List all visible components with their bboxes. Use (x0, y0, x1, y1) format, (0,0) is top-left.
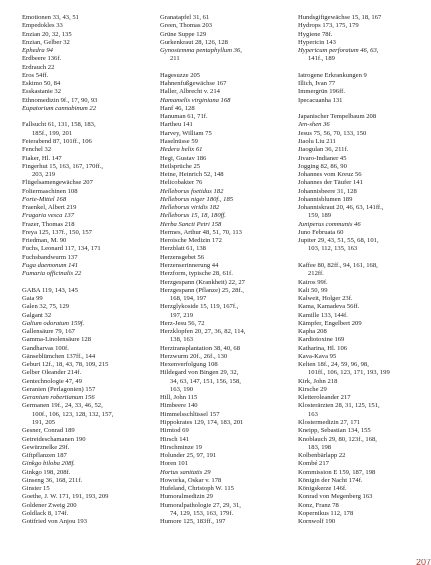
index-entry: Eros 54ff. (22, 71, 49, 79)
index-entry: Kommission E 159, 187, 198 (298, 468, 376, 476)
index-entry: Herzklopfen 20, 27, 36, 82, 114, (160, 328, 246, 336)
index-entry: Himmelsschlüssel 157 (160, 410, 220, 418)
index-entry: Königin der Nacht 174f. (298, 476, 363, 484)
index-entry: Hanf 46, 128 (160, 104, 195, 112)
index-entry: Haller, Albrecht v. 214 (160, 88, 220, 96)
index-entry: Hypericin 143 (298, 38, 336, 46)
index-entry: Hedera helix 61 (160, 146, 203, 154)
index-entry: Fuchs, Leonard 117, 134, 171 (22, 245, 101, 253)
index-entry-continuation: 34, 63, 147, 151, 156, 158, (170, 377, 241, 385)
index-entry: Galium odoratum 159f. (22, 319, 85, 327)
index-entry-continuation: 168, 194, 197 (170, 295, 207, 303)
index-entry: Fenchel 32 (22, 146, 52, 154)
index-entry: Gallensäure 79, 167 (22, 328, 75, 336)
index-entry-continuation: 159, 189 (308, 212, 332, 220)
index-entry: Ginster 15 (22, 485, 50, 493)
index-entry: Hexenverfolgung 108 (160, 361, 218, 369)
index-entry: Ipecacuanha 131 (298, 96, 343, 104)
index-entry: Kama, Kamadeva 56ff. (298, 303, 360, 311)
index-entry: Hermes, Arthur 48, 51, 70, 113 (160, 228, 242, 236)
index-entry: Enzian, Gelber 32 (22, 38, 70, 46)
index-entry-continuation: 191, 205 (32, 419, 56, 427)
index-entry: Gynostemma pentaphyllum 36, (160, 47, 242, 55)
index-entry: Hirschminze 19 (160, 443, 202, 451)
index-entry: Fuchsbandwurm 137 (22, 253, 78, 261)
index-entry: Jogging 82, 86, 90 (298, 162, 347, 170)
index-entry: Jen-shen 36 (298, 121, 330, 129)
index-entry: Herzblatt 61, 138 (160, 245, 206, 253)
index-entry: Kardiotoxine 169 (298, 336, 345, 344)
page-number: 207 (415, 559, 431, 565)
index-column-2 (160, 14, 284, 526)
index-entry: Helleborus niger 180f., 185 (160, 195, 234, 203)
index-entry: Horen 101 (160, 460, 189, 468)
index-entry: Ginseng 36, 168, 211f. (22, 476, 83, 484)
index-entry: Hirntod 69 (160, 427, 189, 435)
index-entry: Kirk, John 218 (298, 377, 338, 385)
index-entry: Eupatorium cannabinum 22 (22, 104, 96, 112)
index-entry: Fiaker, Hl. 147 (22, 154, 62, 162)
index-entry: Flügelsamengewächse 207 (22, 179, 93, 187)
index-entry: Forte-Mittel 168 (22, 195, 67, 203)
index-entry-continuation: 74, 129, 153, 163, 179f. (170, 509, 234, 517)
index-entry: Herzform, typische 28, 61f. (160, 270, 233, 278)
index-entry: Howorka, Oskar v. 178 (160, 476, 222, 484)
index-entry: Goethe, J. W. 171, 191, 193, 209 (22, 493, 109, 501)
index-entry: Hufeland, Christoph W. 115 (160, 485, 234, 493)
index-entry: Fuga daemonum 141 (22, 261, 79, 269)
index-entry: Königskerze 146f. (298, 485, 347, 493)
index-entry: Herba Sancti Petri 158 (160, 220, 222, 228)
index-entry: Geranien (Perlagonien) 157 (22, 385, 96, 393)
index-entry: Juno Februata 60 (298, 228, 344, 236)
index-entry: Granatapfel 31, 61 (160, 14, 210, 21)
index-entry: Hypericum perforatum 46, 63, (298, 47, 379, 55)
index-entry: Johanniskraut 20, 46, 63, 141ff., (298, 204, 384, 212)
index-entry: Ephedra 94 (22, 47, 53, 55)
index-entry: Freya 125, 137f., 150, 157 (22, 228, 92, 236)
index-entry: Hippokrates 129, 174, 183, 201 (160, 419, 244, 427)
index-entry: Kalweit, Holger 23f. (298, 295, 353, 303)
index-entry: Herzensgebet 56 (160, 253, 205, 261)
index-entry-continuation: 100f., 106, 123, 128, 132, 157, (32, 410, 114, 418)
index-entry: Friedman, M. 90 (22, 237, 67, 245)
index-entry: Emotionen 33, 43, 51 (22, 14, 79, 21)
index-entry: Germanen 19f., 24, 33, 46, 52, (22, 402, 103, 410)
index-entry: Eskimo 50, 84 (22, 80, 61, 88)
index-entry: Jivaro-Indianer 45 (298, 154, 347, 162)
index-entry: Heine, Heinrich 52, 148 (160, 171, 224, 179)
index-entry: Kairos 99f. (298, 278, 328, 286)
index-entry: Galgant 32 (22, 311, 52, 319)
index-entry: Galen 32, 75, 129 (22, 303, 70, 311)
index-entry: Ginkgo biloba 208f. (22, 460, 75, 468)
index-entry: Geranium robertianum 156 (22, 394, 95, 402)
index-section-gap (160, 64, 284, 72)
index-entry: Jiaogulan 36, 211f. (298, 146, 349, 154)
index-entry: Kaffee 80, 82ff., 94, 161, 168, (298, 261, 378, 269)
index-entry: Johannes der Täufer 141 (298, 179, 363, 187)
index-section-gap (298, 254, 422, 262)
index-entry: Feierabend 87, 101ff., 106 (22, 137, 92, 145)
index-entry: Herz-Jesu 56, 72 (160, 319, 205, 327)
index-entry: Humoralpathologie 27, 29, 31, (160, 501, 241, 509)
index-entry: Haselnüsse 59 (160, 137, 198, 145)
index-entry: Holunder 25, 97, 191 (160, 452, 217, 460)
index-entry: Empedokles 33 (22, 22, 63, 30)
index-entry: Fragaria vesca 137 (22, 212, 75, 220)
index-entry-continuation: 141f., 189 (308, 55, 335, 63)
index-entry: Herzglykoside 15, 119, 167f., (160, 303, 239, 311)
index-entry: Johannisblumen 189 (298, 195, 353, 203)
index-entry: Enzian 20, 32, 135 (22, 30, 72, 38)
index-column-3 (298, 14, 422, 526)
index-entry: Frazer, Thomas 218 (22, 220, 75, 228)
index-entry: Hanuman 61, 71f. (160, 113, 208, 121)
index-entry: Konrad von Megenberg 163 (298, 493, 373, 501)
index-entry: Herzwurm 20f., 26f., 130 (160, 352, 228, 360)
index-entry: Kava-Kava 95 (298, 352, 337, 360)
index-entry: Geburt 12f., 18, 43, 78, 109, 215 (22, 361, 109, 369)
index-entry: Kapha 208 (298, 328, 327, 336)
index-entry: Kali 50, 99 (298, 286, 328, 294)
index-entry-continuation: 212ff. (308, 270, 324, 278)
index-entry: Kirsche 29 (298, 385, 327, 393)
index-entry: Jesus 75, 56, 70, 133, 150 (298, 129, 367, 137)
index-entry: Klostermedizin 27, 171 (298, 419, 361, 427)
index-entry: Goldener Zweig 200 (22, 501, 77, 509)
index-entry-continuation: 163 (308, 410, 318, 418)
index-entry: Immergrün 196ff. (298, 88, 346, 96)
index-entry-continuation: 185f., 199, 201 (32, 129, 73, 137)
index-entry: Hahnenfußgewächse 167 (160, 80, 227, 88)
index-entry: Herzgespann (Pflanze) 25, 28f., (160, 286, 244, 294)
index-entry: Hegi, Gustav 186 (160, 154, 207, 162)
index-entry: Kolbenbärlapp 22 (298, 452, 346, 460)
index-entry: Gandharvas 100f. (22, 344, 69, 352)
index-entry: GABA 119, 143, 145 (22, 286, 78, 294)
index-entry: Hundsgiftgewächse 15, 18, 167 (298, 14, 382, 21)
index-entry: Helleborus 15, 18, 180ff. (160, 212, 226, 220)
index-entry: Herzgespann (Krankheit) 22, 27 (160, 278, 245, 286)
index-entry: Humore 125, 183ff., 197 (160, 518, 226, 526)
index-section-gap (22, 279, 146, 287)
index-entry: Gottfried von Anjou 193 (22, 518, 88, 526)
index-entry: Green, Thomas 203 (160, 22, 213, 30)
index-section-gap (298, 64, 422, 72)
index-entry: Heilsprüche 25 (160, 162, 201, 170)
index-entry: Himbeere 140 (160, 402, 198, 410)
index-entry: Iatrogene Erkrankungen 9 (298, 71, 367, 79)
index-entry: Helicobakter 76 (160, 179, 203, 187)
index-entry: Fumaria officinalis 22 (22, 270, 82, 278)
index-entry: Erdrauch 22 (22, 63, 55, 71)
index-entry-continuation: 211 (170, 55, 180, 63)
index-entry: Konz, Franz 78 (298, 501, 339, 509)
index-entry-continuation: 197, 219 (170, 311, 194, 319)
index-entry: Humoralmedizin 29 (160, 493, 213, 501)
index-entry: Hydrops 173, 175, 179 (298, 22, 359, 30)
index-entry: Harvey, William 75 (160, 129, 212, 137)
index-entry-continuation: 103, 112, 135, 163 (308, 245, 358, 253)
index-entry: Kneipp, Sebastian 134, 155 (298, 427, 371, 435)
index-entry: Helleborus viridis 182 (160, 204, 220, 212)
index-entry: Hortus sanitatis 29 (160, 468, 211, 476)
index-entry: Illich, Ivan 77 (298, 80, 336, 88)
index-entry-continuation: 138, 163 (170, 336, 194, 344)
index-entry: Esskastanie 32 (22, 88, 62, 96)
index-entry: Getreideschamanen 190 (22, 435, 86, 443)
index-entry: Grüne Suppe 129 (160, 30, 207, 38)
index-entry: Knoblauch 29, 80, 123f., 168, (298, 435, 377, 443)
index-entry: Heroische Medizin 172 (160, 237, 222, 245)
index-entry: Japanischer Tempelbaum 208 (298, 113, 377, 121)
index-entry: Kopernikus 112, 178 (298, 509, 354, 517)
index-entry: Gurkenkraut 28, 126, 128 (160, 38, 228, 46)
index-entry: Kornwolf 190 (298, 518, 336, 526)
index-column-1 (22, 14, 146, 526)
index-entry: Kelten 18f., 24, 59, 96, 98, (298, 361, 369, 369)
index-entry: Jupiter 29, 43, 51, 55, 68, 101, (298, 237, 379, 245)
index-entry: Kämpfer, Engelbert 209 (298, 319, 362, 327)
index-entry-continuation: 101ff., 106, 123, 171, 193, 199 (308, 369, 390, 377)
index-entry-continuation: 203, 219 (32, 171, 56, 179)
index-entry: Gänseblümchen 137ff., 144 (22, 352, 96, 360)
index-entry: Ethnomedizin 9f., 17, 90, 93 (22, 96, 98, 104)
index-entry: Herzenserinnerung 44 (160, 261, 219, 269)
index-entry: Hill, John 115 (160, 394, 198, 402)
index-entry: Klosterärzten 28, 31, 125, 151, (298, 402, 380, 410)
index-entry: Hygiene 78f. (298, 30, 333, 38)
index-entry-continuation: 183, 198 (308, 443, 332, 451)
index-entry: Juniperus communis 46 (298, 220, 361, 228)
index-entry: Hildegard von Bingen 29, 32, (160, 369, 239, 377)
index-entry: Hartheu 141 (160, 121, 193, 129)
index-entry: Ginkgo 198, 208f. (22, 468, 71, 476)
index-entry: Goldlack 8, 174f. (22, 509, 69, 517)
index-section-gap (298, 105, 422, 113)
index-entry: Foltermaschinen 108 (22, 187, 78, 195)
index-entry: Hirsch 141 (160, 435, 190, 443)
index-entry: Jiaolu Liu 211 (298, 137, 336, 145)
index-entry: Erdbeere 136f. (22, 55, 62, 63)
index-entry: Gewürznelke 29f. (22, 443, 70, 451)
index-entry: Fingerhut 15, 163, 167, 170ff., (22, 162, 104, 170)
index-entry: Helleborus foetidus 182 (160, 187, 224, 195)
index-entry: Johannes vom Kreuz 56 (298, 171, 362, 179)
index-entry: Gelber Oleander 214f. (22, 369, 82, 377)
index-entry: Kletteroleander 217 (298, 394, 351, 402)
index-entry: Gesner, Conrad 189 (22, 427, 75, 435)
index-entry: Giftpflanzen 187 (22, 452, 67, 460)
index-entry: Kombé 217 (298, 460, 329, 468)
index-entry: Gaia 99 (22, 295, 43, 303)
index-entry: Johannisbeere 31, 128 (298, 187, 357, 195)
index-entry: Gamma-Linolensäure 128 (22, 336, 92, 344)
index-section-gap (22, 113, 146, 121)
index-entry: Kamille 133, 144f. (298, 311, 348, 319)
index-entry: Gentechnologie 47, 49 (22, 377, 82, 385)
index-entry: Fallsucht 61, 131, 158, 183, (22, 121, 96, 129)
index-entry: Herztransplantation 38, 40, 68 (160, 344, 241, 352)
index-entry: Katharina, Hl. 106 (298, 344, 348, 352)
index-entry: Hagesuzze 205 (160, 71, 201, 79)
index-entry-continuation: 163, 190 (170, 385, 194, 393)
index-entry: Fraenkel, Albert 219 (22, 204, 77, 212)
index-entry: Hamamelis virginiana 168 (160, 96, 231, 104)
